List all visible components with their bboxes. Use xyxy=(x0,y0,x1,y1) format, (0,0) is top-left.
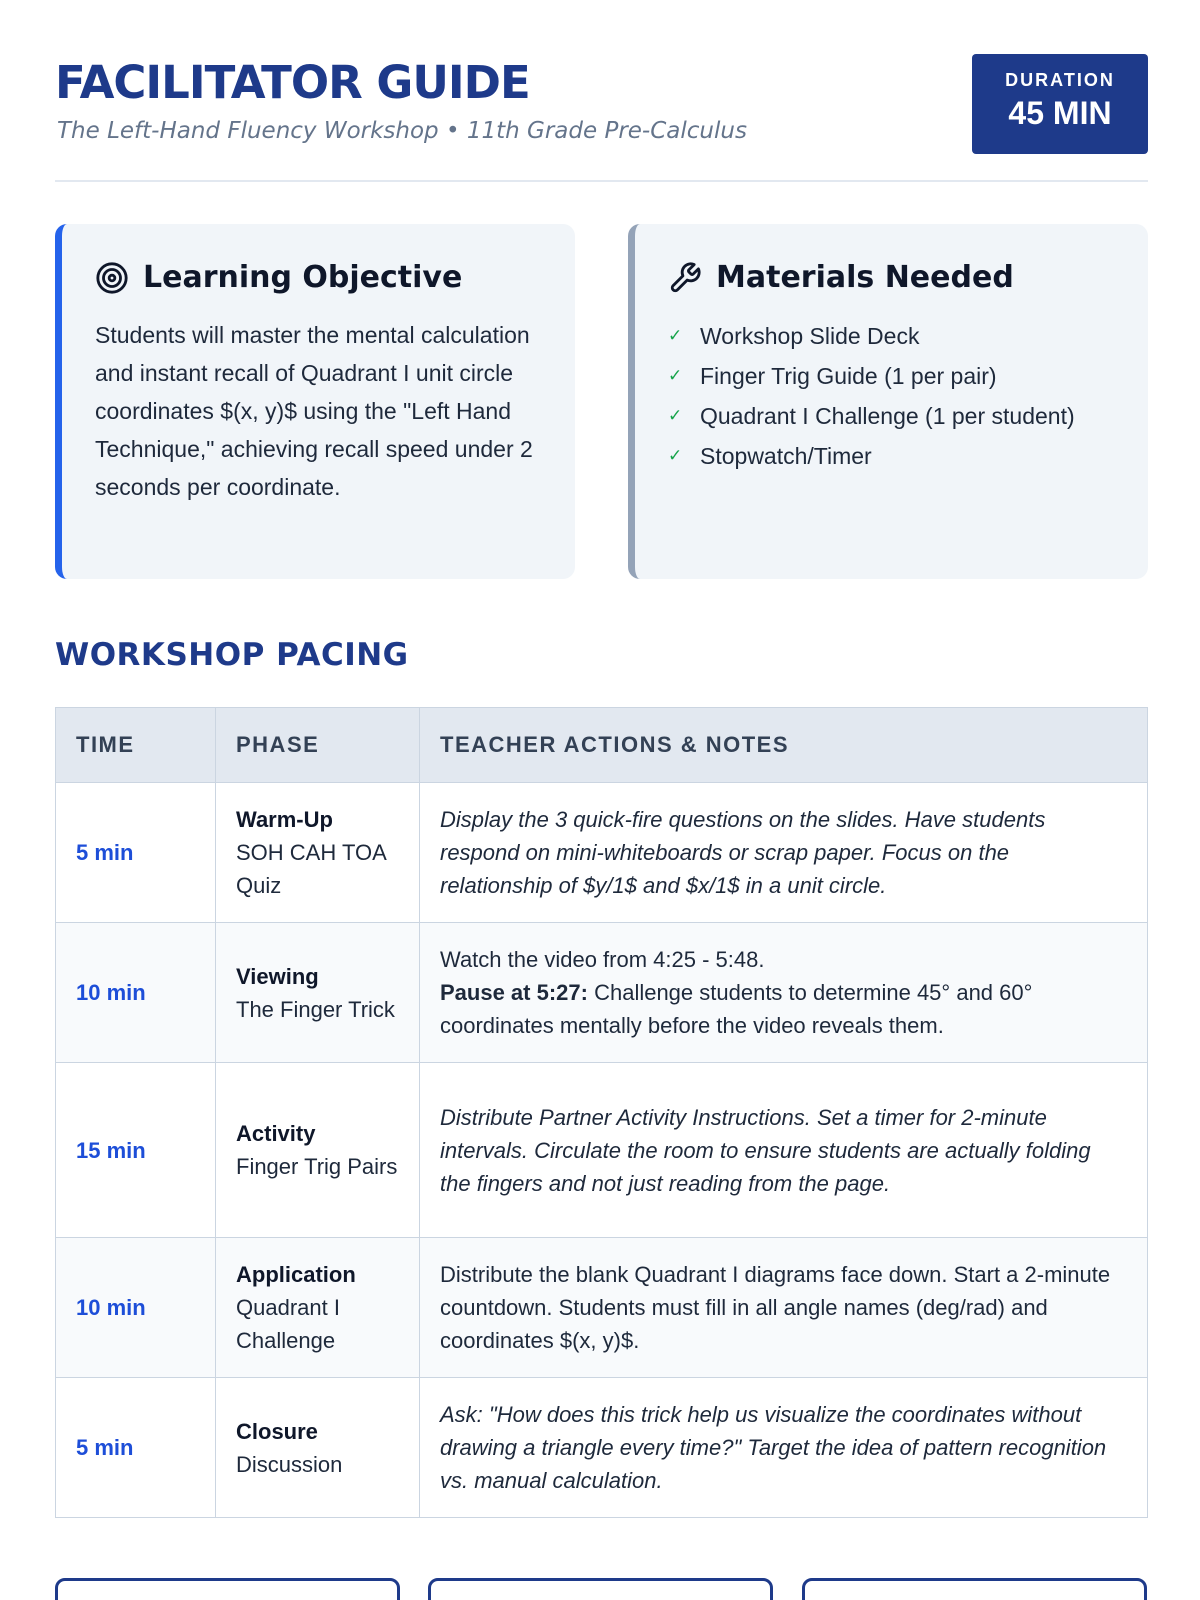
table-row xyxy=(56,1238,1148,1378)
notes-line: Watch the video from 4:25 - 5:48. xyxy=(440,947,765,972)
materials-card xyxy=(628,224,1148,579)
row-notes: Distribute the blank Quadrant I diagrams face down. Start a 2-minute countdown. Students must fill in all angle names (deg/rad) and coordinates $(x, y)$. xyxy=(420,1238,1148,1378)
column-header-time: TIME xyxy=(56,708,216,783)
row-phase xyxy=(216,783,420,923)
materials-item xyxy=(668,436,1075,476)
table-row xyxy=(56,1378,1148,1518)
materials-item-label: Stopwatch/Timer xyxy=(700,442,872,469)
learning-objective-title: Learning Objective xyxy=(143,260,463,295)
check-icon: ✓ xyxy=(668,326,683,345)
row-time: 15 min xyxy=(56,1063,216,1238)
duration-value: 45 MIN xyxy=(1008,95,1112,131)
pacing-table xyxy=(55,707,1148,1518)
check-icon: ✓ xyxy=(668,366,683,385)
row-phase xyxy=(216,1378,420,1518)
phase-name: Warm-Up xyxy=(236,807,333,832)
row-phase xyxy=(216,923,420,1063)
table-row xyxy=(56,783,1148,923)
workshop-pacing-title: WORKSHOP PACING xyxy=(55,637,409,673)
check-icon: ✓ xyxy=(668,446,683,465)
row-notes: Display the 3 quick-fire questions on the slides. Have students respond on mini-whiteboards or scrap paper. Focus on the relationship of $y/1$ and $x/1$ in a unit circle. xyxy=(420,783,1148,923)
row-notes: Ask: "How does this trick help us visualize the coordinates without drawing a triangle every time?" Target the idea of pattern recognition vs. manual calculation. xyxy=(420,1378,1148,1518)
row-time: 5 min xyxy=(56,1378,216,1518)
phase-name: Viewing xyxy=(236,963,319,989)
column-header-phase: PHASE xyxy=(216,708,420,783)
learning-objective-header xyxy=(95,260,462,295)
materials-header xyxy=(668,260,1014,295)
learning-objective-text: Students will master the mental calculation and instant recall of Quadrant I unit circle coordinates $(x, y)$ using the "Left Hand Technique," achieving recall speed under 2 seconds per coordinate. xyxy=(95,322,533,500)
bottom-card xyxy=(802,1578,1147,1600)
row-notes: Distribute Partner Activity Instructions. Set a timer for 2-minute intervals. Circulate the room to ensure students are actually folding the fingers and not just reading from the page. xyxy=(420,1063,1148,1238)
phase-subtitle: Finger Trig Pairs xyxy=(236,1154,398,1179)
row-time: 10 min xyxy=(56,923,216,1063)
check-icon: ✓ xyxy=(668,406,683,425)
duration-badge xyxy=(972,54,1148,154)
materials-item-label: Quadrant I Challenge (1 per student) xyxy=(700,402,1075,429)
phase-name: Activity xyxy=(236,1121,316,1146)
row-time: 10 min xyxy=(56,1238,216,1378)
row-time: 5 min xyxy=(56,783,216,923)
materials-list xyxy=(668,316,1075,476)
table-row xyxy=(56,923,1148,1063)
row-notes xyxy=(420,923,1148,1063)
table-row xyxy=(56,1063,1148,1238)
materials-item xyxy=(668,396,1075,436)
materials-item-label: Finger Trig Guide (1 per pair) xyxy=(700,362,997,389)
materials-item xyxy=(668,316,1075,356)
notes-text: Challenge students to determine 45° and 60° coordinates mentally before the video reveals them. xyxy=(440,980,1033,1038)
table-header-row xyxy=(56,708,1148,783)
page-subtitle: The Left-Hand Fluency Workshop • 11th Grade Pre-Calculus xyxy=(57,118,747,144)
page-header xyxy=(55,52,1148,182)
phase-name: Application xyxy=(236,1262,356,1287)
row-phase xyxy=(216,1063,420,1238)
phase-name: Closure xyxy=(236,1418,318,1444)
bottom-card xyxy=(428,1578,773,1600)
bottom-card xyxy=(55,1578,400,1600)
wrench-icon xyxy=(668,261,702,295)
materials-title: Materials Needed xyxy=(716,260,1014,295)
row-phase xyxy=(216,1238,420,1378)
column-header-notes: TEACHER ACTIONS & NOTES xyxy=(420,708,1148,783)
phase-subtitle: Discussion xyxy=(236,1451,343,1477)
notes-emphasis: Pause at 5:27: xyxy=(440,980,588,1005)
phase-subtitle: Quadrant I Challenge xyxy=(236,1295,340,1353)
target-icon xyxy=(95,261,129,295)
duration-label: DURATION xyxy=(1005,70,1115,90)
materials-item-label: Workshop Slide Deck xyxy=(700,322,920,349)
learning-objective-card xyxy=(55,224,575,579)
phase-subtitle: SOH CAH TOA Quiz xyxy=(236,840,386,898)
page-title: FACILITATOR GUIDE xyxy=(55,56,530,109)
phase-subtitle: The Finger Trick xyxy=(236,996,395,1022)
materials-item xyxy=(668,356,1075,396)
